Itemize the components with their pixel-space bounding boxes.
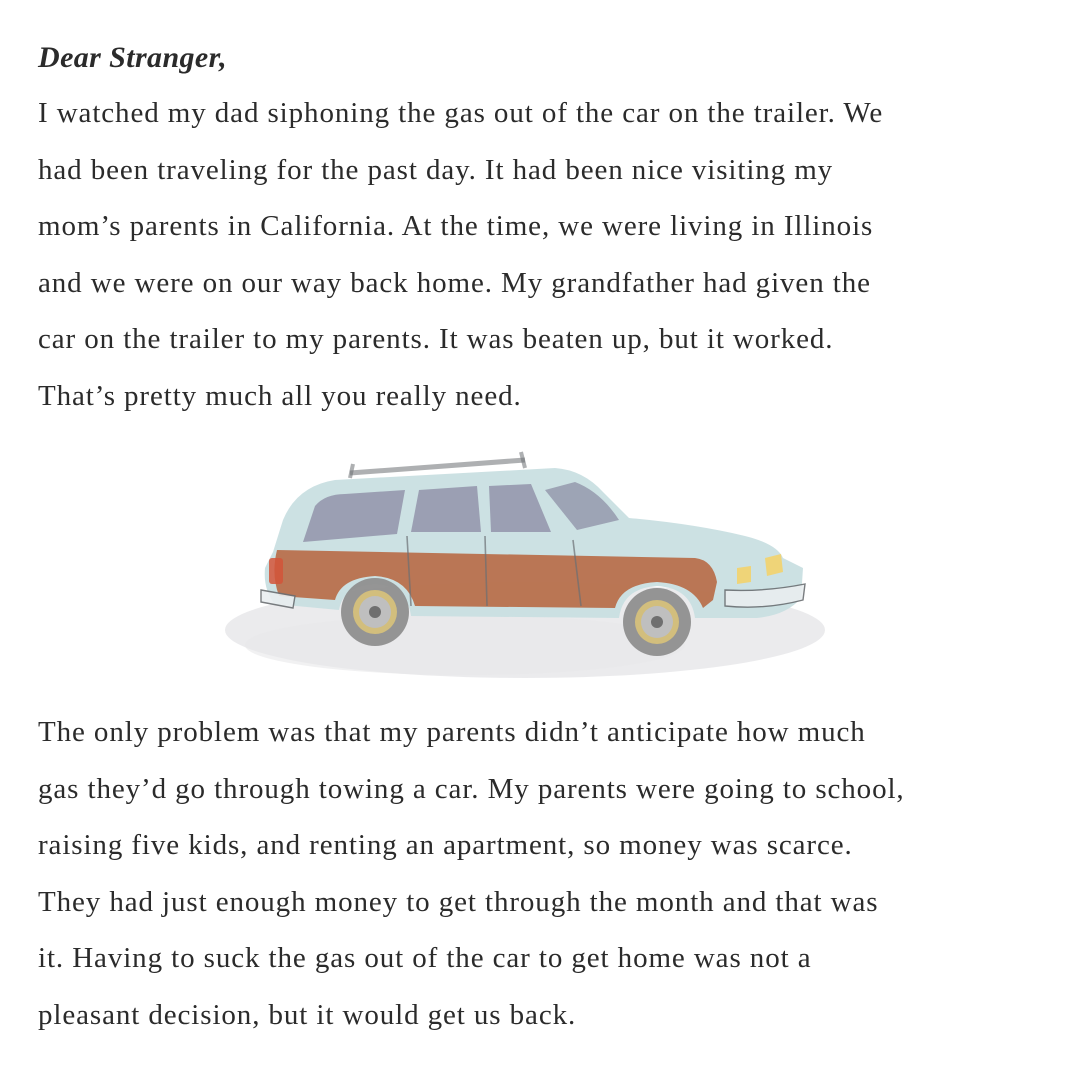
ground-wash-soft (245, 615, 685, 675)
paragraph-line: and we were on our way back home. My grandfather had given the (38, 266, 871, 299)
paragraph-line: car on the trailer to my parents. It was beaten up, but it worked. (38, 323, 834, 355)
paragraph-line: it. Having to suck the gas out of the car to get home was not a (38, 942, 812, 974)
taillight (269, 558, 283, 584)
paragraph-line: gas they’d go through towing a car. My parents were going to school, (38, 772, 905, 805)
paragraph-line: raising five kids, and renting an apartment, so money was scarce. (38, 829, 853, 861)
paragraph-line: That’s pretty much all you really need. (38, 379, 522, 412)
turn-signal (737, 566, 751, 584)
letter-paragraph-2 (38, 704, 905, 1043)
rear-wheel (341, 578, 409, 646)
paragraph-line: I watched my dad siphoning the gas out of the car on the trailer. We (38, 97, 884, 129)
paragraph-line: had been traveling for the past day. It had been nice visiting my (38, 153, 834, 186)
paragraph-line: pleasant decision, but it would get us back. (38, 998, 577, 1031)
letter-salutation: Dear Stranger, (38, 41, 227, 74)
paragraph-line: The only problem was that my parents didn’t anticipate how much (38, 716, 866, 748)
letter-paragraph-1 (38, 85, 883, 424)
window-middle (411, 486, 481, 532)
paragraph-line: mom’s parents in California. At the time, we were living in Illinois (38, 210, 874, 242)
paragraph-line: They had just enough money to get through the month and that was (38, 885, 879, 918)
front-wheel (623, 588, 691, 656)
station-wagon-illustration (225, 440, 835, 700)
